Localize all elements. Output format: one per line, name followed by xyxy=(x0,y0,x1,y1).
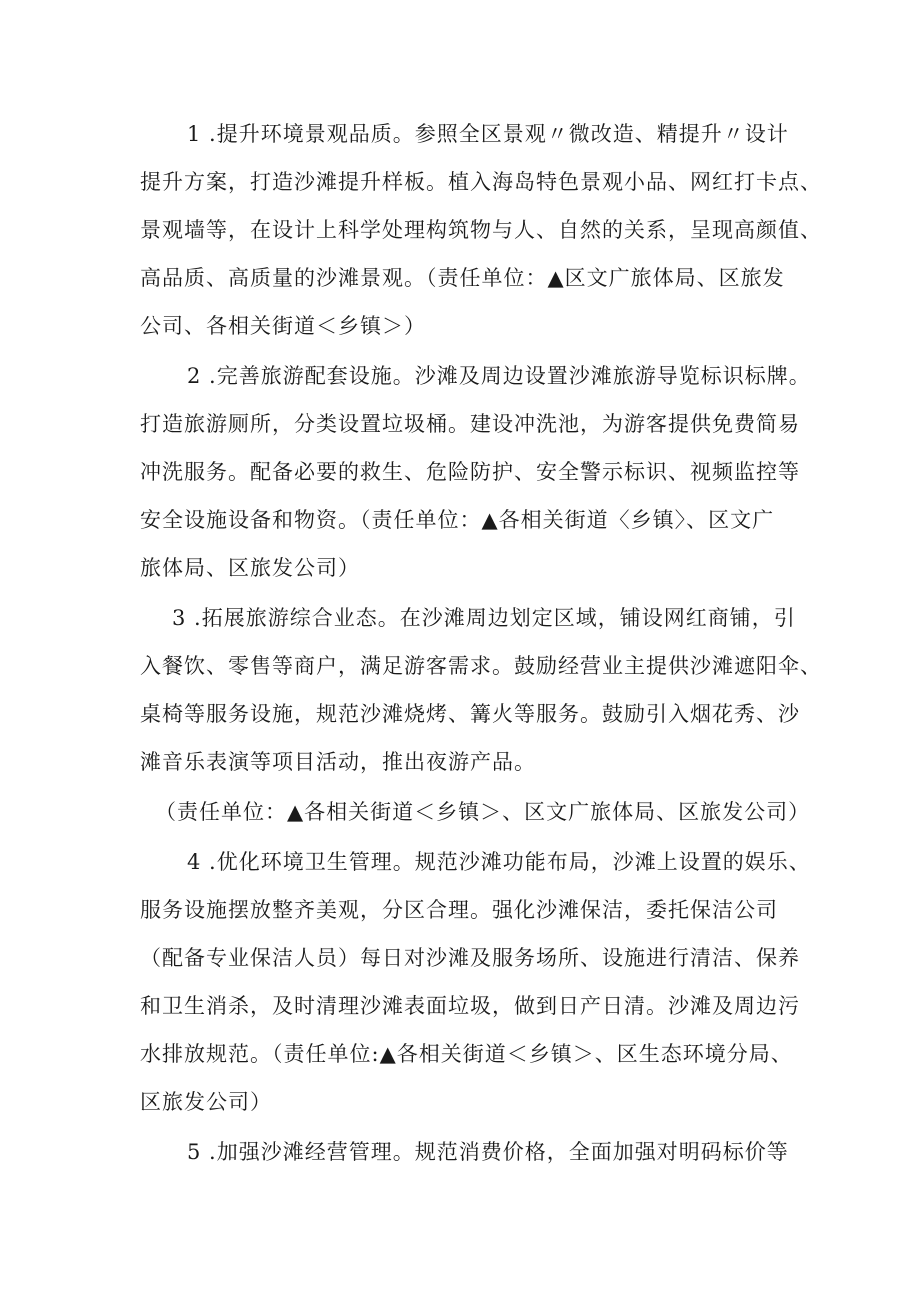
paragraph-5-line-1: 5 .加强沙滩经营管理。规范消费价格，全面加强对明码标价等 xyxy=(187,1140,789,1164)
paragraph-4-line-1: 4 .优化环境卫生管理。规范沙滩功能布局，沙滩上设置的娱乐、 xyxy=(187,850,811,874)
paragraph-3-line-5: （责任单位：▲各相关街道＜乡镇＞、区文广旅体局、区旅发公司） xyxy=(155,800,811,824)
paragraph-3-line-3: 桌椅等服务设施，规范沙滩烧烤、篝火等服务。鼓励引入烟花秀、沙 xyxy=(140,702,800,726)
paragraph-2-line-1: 2 .完善旅游配套设施。沙滩及周边设置沙滩旅游导览标识标牌。 xyxy=(187,364,811,388)
paragraph-4-line-3: （配备专业保洁人员）每日对沙滩及服务场所、设施进行清洁、保养 xyxy=(140,946,800,970)
paragraph-4-line-4: 和卫生消杀，及时清理沙滩表面垃圾，做到日产日清。沙滩及周边污 xyxy=(140,994,800,1018)
paragraph-2-line-3: 冲洗服务。配备必要的救生、危险防护、安全警示标识、视频监控等 xyxy=(140,460,800,484)
paragraph-4-line-5: 水排放规范。（责任单位:▲各相关街道＜乡镇＞、区生态环境分局、 xyxy=(140,1042,793,1066)
paragraph-3-line-4: 滩音乐表演等项目活动，推出夜游产品。 xyxy=(140,750,536,774)
paragraph-4-line-2: 服务设施摆放整齐美观，分区合理。强化沙滩保洁，委托保洁公司 xyxy=(140,898,778,922)
paragraph-3-line-2: 入餐饮、零售等商户，满足游客需求。鼓励经营业主提供沙滩遮阳伞、 xyxy=(140,654,822,678)
paragraph-2-line-4: 安全设施设备和物资。（责任单位：▲各相关街道〈乡镇〉、区文广 xyxy=(140,508,775,532)
paragraph-4-line-6: 区旅发公司） xyxy=(140,1090,272,1114)
paragraph-1-line-2: 提升方案，打造沙滩提升样板。植入海岛特色景观小品、网红打卡点、 xyxy=(140,170,822,194)
paragraph-3-line-1: 3 .拓展旅游综合业态。在沙滩周边划定区域，铺设网红商铺，引 xyxy=(172,606,796,630)
paragraph-1-line-4: 高品质、高质量的沙滩景观。（责任单位：▲区文广旅体局、区旅发 xyxy=(140,266,785,290)
paragraph-1-line-1: 1 .提升环境景观品质。参照全区景观〃微改造、精提升〃设计 xyxy=(187,122,789,146)
paragraph-2-line-2: 打造旅游厕所，分类设置垃圾桶。建设冲洗池，为游客提供免费简易 xyxy=(140,412,800,436)
paragraph-1-line-3: 景观墙等，在设计上科学处理构筑物与人、自然的关系，呈现高颜值、 xyxy=(140,218,822,242)
paragraph-1-line-5: 公司、各相关街道＜乡镇＞） xyxy=(140,314,426,338)
paragraph-2-line-5: 旅体局、区旅发公司） xyxy=(140,556,360,580)
